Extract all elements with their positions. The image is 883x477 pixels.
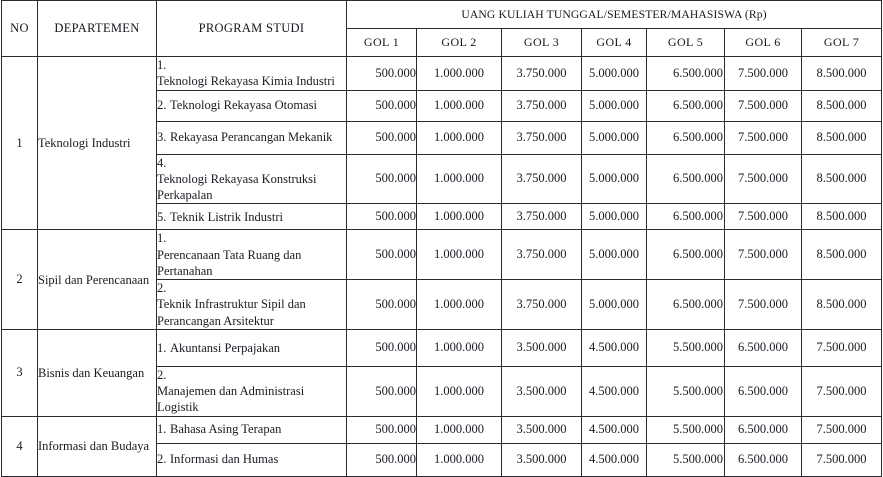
cell-fee-gol-5: 6.500.000: [647, 121, 725, 154]
header-gol-5: GOL 5: [647, 29, 725, 57]
cell-fee-gol-3: 3.750.000: [502, 230, 582, 280]
cell-program-studi: [157, 154, 347, 204]
cell-fee-gol-2: 1.000.000: [417, 57, 502, 91]
cell-program-studi: [157, 416, 347, 443]
header-departemen: DEPARTEMEN: [38, 1, 157, 57]
program-name: Perencanaan Tata Ruang dan Pertanahan: [157, 247, 302, 278]
cell-program-studi: [157, 90, 347, 121]
program-name: Teknik Listrik Industri: [170, 209, 284, 224]
program-name: Manajemen dan Administrasi Logistik: [157, 384, 305, 415]
cell-department-no: 2: [2, 230, 38, 330]
cell-fee-gol-1: 500.000: [347, 443, 417, 476]
cell-fee-gol-7: 8.500.000: [802, 204, 882, 230]
cell-fee-gol-2: 1.000.000: [417, 280, 502, 330]
cell-fee-gol-4: 4.500.000: [582, 443, 647, 476]
cell-program-studi: [157, 57, 347, 91]
cell-fee-gol-5: 5.500.000: [647, 366, 725, 416]
program-index: 2.: [157, 367, 167, 382]
cell-fee-gol-7: 8.500.000: [802, 230, 882, 280]
cell-fee-gol-4: 5.000.000: [582, 90, 647, 121]
cell-fee-gol-1: 500.000: [347, 230, 417, 280]
cell-department-name: Teknologi Industri: [38, 57, 157, 230]
cell-fee-gol-5: 6.500.000: [647, 280, 725, 330]
cell-fee-gol-3: 3.750.000: [502, 280, 582, 330]
header-gol-7: GOL 7: [802, 29, 882, 57]
cell-fee-gol-6: 6.500.000: [725, 366, 802, 416]
cell-fee-gol-4: 5.000.000: [582, 280, 647, 330]
program-name: Rekayasa Perancangan Mekanik: [170, 130, 333, 145]
table-row: [2, 416, 882, 443]
program-index: 2.: [157, 452, 167, 467]
cell-fee-gol-4: 5.000.000: [582, 57, 647, 91]
cell-department-no: 4: [2, 416, 38, 476]
cell-fee-gol-2: 1.000.000: [417, 416, 502, 443]
cell-fee-gol-2: 1.000.000: [417, 329, 502, 366]
cell-fee-gol-5: 6.500.000: [647, 90, 725, 121]
program-name: Informasi dan Humas: [170, 452, 279, 467]
cell-program-studi: [157, 280, 347, 330]
cell-fee-gol-7: 7.500.000: [802, 443, 882, 476]
cell-fee-gol-1: 500.000: [347, 416, 417, 443]
cell-fee-gol-1: 500.000: [347, 121, 417, 154]
header-no: NO: [2, 1, 38, 57]
table-row: [2, 230, 882, 280]
cell-fee-gol-7: 7.500.000: [802, 416, 882, 443]
cell-fee-gol-3: 3.500.000: [502, 329, 582, 366]
cell-fee-gol-3: 3.500.000: [502, 443, 582, 476]
cell-fee-gol-4: 4.500.000: [582, 329, 647, 366]
cell-fee-gol-5: 6.500.000: [647, 230, 725, 280]
cell-fee-gol-2: 1.000.000: [417, 230, 502, 280]
cell-fee-gol-7: 7.500.000: [802, 366, 882, 416]
cell-fee-gol-6: 7.500.000: [725, 90, 802, 121]
cell-program-studi: [157, 443, 347, 476]
header-gol-1: GOL 1: [347, 29, 417, 57]
cell-fee-gol-5: 5.500.000: [647, 416, 725, 443]
cell-fee-gol-1: 500.000: [347, 90, 417, 121]
cell-fee-gol-4: 5.000.000: [582, 204, 647, 230]
cell-fee-gol-5: 5.500.000: [647, 443, 725, 476]
program-index: 3.: [157, 130, 167, 145]
cell-fee-gol-6: 6.500.000: [725, 416, 802, 443]
program-name: Akuntansi Perpajakan: [170, 340, 281, 355]
cell-fee-gol-4: 4.500.000: [582, 416, 647, 443]
program-name: Bahasa Asing Terapan: [170, 422, 282, 437]
cell-fee-gol-2: 1.000.000: [417, 90, 502, 121]
cell-fee-gol-2: 1.000.000: [417, 204, 502, 230]
cell-fee-gol-3: 3.750.000: [502, 204, 582, 230]
cell-fee-gol-3: 3.750.000: [502, 121, 582, 154]
cell-fee-gol-1: 500.000: [347, 204, 417, 230]
cell-program-studi: [157, 204, 347, 230]
cell-fee-gol-5: 5.500.000: [647, 329, 725, 366]
cell-fee-gol-7: 8.500.000: [802, 121, 882, 154]
cell-fee-gol-2: 1.000.000: [417, 154, 502, 204]
cell-fee-gol-7: 8.500.000: [802, 154, 882, 204]
cell-fee-gol-5: 6.500.000: [647, 204, 725, 230]
cell-program-studi: [157, 366, 347, 416]
cell-fee-gol-7: 8.500.000: [802, 280, 882, 330]
header-uang-kuliah-tunggal: UANG KULIAH TUNGGAL/SEMESTER/MAHASISWA (Rp): [347, 1, 882, 29]
cell-fee-gol-2: 1.000.000: [417, 443, 502, 476]
cell-fee-gol-6: 7.500.000: [725, 204, 802, 230]
header-gol-3: GOL 3: [502, 29, 582, 57]
program-name: Teknologi Rekayasa Kimia Industri: [157, 74, 335, 89]
cell-fee-gol-3: 3.750.000: [502, 57, 582, 91]
cell-program-studi: [157, 230, 347, 280]
cell-fee-gol-7: 7.500.000: [802, 329, 882, 366]
cell-fee-gol-3: 3.750.000: [502, 154, 582, 204]
program-name: Teknologi Rekayasa Konstruksi Perkapalan: [157, 171, 317, 202]
cell-fee-gol-4: 5.000.000: [582, 230, 647, 280]
cell-program-studi: [157, 121, 347, 154]
cell-fee-gol-4: 5.000.000: [582, 121, 647, 154]
cell-fee-gol-5: 6.500.000: [647, 57, 725, 91]
cell-fee-gol-7: 8.500.000: [802, 90, 882, 121]
table-row: [2, 57, 882, 91]
program-name: Teknologi Rekayasa Otomasi: [170, 98, 318, 113]
cell-fee-gol-1: 500.000: [347, 154, 417, 204]
cell-fee-gol-3: 3.750.000: [502, 90, 582, 121]
program-name: Teknik Infrastruktur Sipil dan Perancangan Arsitektur: [157, 297, 306, 328]
cell-fee-gol-4: 4.500.000: [582, 366, 647, 416]
cell-department-no: 1: [2, 57, 38, 230]
cell-department-name: Informasi dan Budaya: [38, 416, 157, 476]
cell-fee-gol-1: 500.000: [347, 366, 417, 416]
cell-program-studi: [157, 329, 347, 366]
cell-department-name: Sipil dan Perencanaan: [38, 230, 157, 330]
cell-fee-gol-2: 1.000.000: [417, 366, 502, 416]
cell-fee-gol-1: 500.000: [347, 329, 417, 366]
cell-fee-gol-6: 7.500.000: [725, 280, 802, 330]
cell-fee-gol-6: 6.500.000: [725, 329, 802, 366]
cell-fee-gol-6: 7.500.000: [725, 57, 802, 91]
table-row: [2, 329, 882, 366]
cell-fee-gol-3: 3.500.000: [502, 366, 582, 416]
cell-department-no: 3: [2, 329, 38, 416]
header-program-studi: PROGRAM STUDI: [157, 1, 347, 57]
cell-fee-gol-6: 6.500.000: [725, 443, 802, 476]
program-index: 1.: [157, 231, 167, 246]
cell-fee-gol-6: 7.500.000: [725, 154, 802, 204]
header-gol-2: GOL 2: [417, 29, 502, 57]
cell-fee-gol-4: 5.000.000: [582, 154, 647, 204]
program-index: 1.: [157, 422, 167, 437]
cell-fee-gol-1: 500.000: [347, 280, 417, 330]
cell-fee-gol-3: 3.500.000: [502, 416, 582, 443]
cell-fee-gol-5: 6.500.000: [647, 154, 725, 204]
program-index: 2.: [157, 281, 167, 295]
header-gol-4: GOL 4: [582, 29, 647, 57]
cell-department-name: Bisnis dan Keuangan: [38, 329, 157, 416]
program-index: 1.: [157, 340, 167, 355]
program-index: 4.: [157, 155, 167, 170]
table-header: [2, 1, 882, 57]
header-gol-6: GOL 6: [725, 29, 802, 57]
cell-fee-gol-7: 8.500.000: [802, 57, 882, 91]
cell-fee-gol-6: 7.500.000: [725, 121, 802, 154]
table-body: [2, 57, 882, 477]
header-row-primary: [2, 1, 882, 29]
cell-fee-gol-2: 1.000.000: [417, 121, 502, 154]
program-index: 2.: [157, 98, 167, 113]
program-index: 1.: [157, 58, 167, 72]
cell-fee-gol-1: 500.000: [347, 57, 417, 91]
program-index: 5.: [157, 209, 167, 224]
ukt-fee-table: [1, 0, 882, 477]
cell-fee-gol-6: 7.500.000: [725, 230, 802, 280]
